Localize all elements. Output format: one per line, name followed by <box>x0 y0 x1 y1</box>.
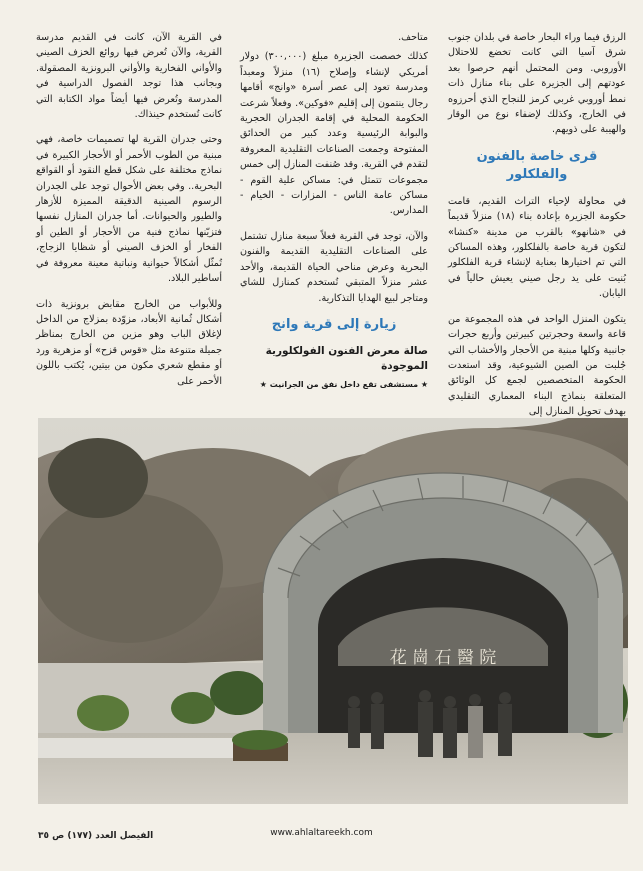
paragraph: الرزق فيما وراء البحار خاصة في بلدان جنوب شرق آسيا التي كانت تخضع للاحتلال الأوروبي. ومن المحتمل أنهم حرصوا بعد عودتهم إلى الجزيرة على بناء منازل ذات نمط أوروبي غربي كرمز للنجاح الذي أحرزوه في الخارج، وكذلك لإضفاء نوع من الوقار والهيبة على ذويهم. <box>448 32 626 136</box>
photo-caption-note: ★ مستشفى تقع داخل نفق من الجرانيت ★ <box>259 379 428 389</box>
footer-issue-number: الفيصل العدد (١٧٧) ص ٣٥ <box>38 831 154 841</box>
section-heading-folklore: قرى خاصة بالفنون والفلكلور <box>476 148 598 182</box>
section-heading-wang-village: زيارة إلى قرية وانج <box>271 316 397 332</box>
paragraph: كذلك خصصت الجزيرة مبلغ (٣٠٠,٠٠٠) دولار أمريكي لإنشاء وإصلاح (١٦) منزلاً ومعبداً ومدرسة تعود إلى عصر أسرة «وانج» أقامها رجال ينتمون إلى إقليم «فوكين». وفعلاً شرعت الحكومة المحلية في إقامة الجدران الحجرية والبوابة الرئيسية وعدد كبير من الحدائق المفتوحة وجمعت الصناعات التقليدية المعروفة لتقدم في القرية. وقد صُنفت المنازل إلى خمس مجموعات تتمثل في: مساكن علية القوم - مساكن عامة الناس - المزارات - الخيام - المدارس. <box>240 51 428 217</box>
column-left <box>36 30 222 399</box>
photo-granite-tunnel <box>38 418 628 804</box>
paragraph: متاحف. <box>398 32 428 43</box>
column-middle <box>240 30 428 392</box>
tunnel-sign-text: 花 崗 石 醫 院 <box>389 648 497 668</box>
paragraph: وللأبواب من الخارج مقابض برونزية ذات أشكال ثُمانية الأبعاد، مزوّدة بمزلاج من الداخل لإغلاق الباب وهو مزين من الخارج بمناظر جميلة متنوعة مثل «قوس قزح» أو مزهرية ورد أو مقطع شعري مكون من بيتين، يُكتب باللون الأحمر على <box>36 298 222 387</box>
footer-url: www.ahlaltareekh.com <box>270 828 373 838</box>
column-right <box>448 30 626 430</box>
photo-illustration <box>38 418 628 804</box>
paragraph: والآن، توجد في القرية فعلاً سبعة منازل تشتمل على الصناعات التقليدية القديمة والفنون البحرية وعرض مناحي الحياة القديمة، والأحد عشر منزلاً المتبقي تُستخدم كمنازل للشاي ومتاجر لبيع الهدايا التذكارية. <box>240 230 428 304</box>
paragraph: في القرية الآن، كانت في القديم مدرسة القرية، والآن تُعرض فيها روائع الخزف الصيني والأواني الفخارية والأواني البرونزية المصقولة. وبجانب هذا توجد الفصول الدراسية في المدرسة وتُعرض فيها أيضاً مواد الكتابة التي كانت تُستخدم حينذاك. <box>36 32 222 121</box>
paragraph: وحتى جدران القرية لها تصميمات خاصة، فهي مبنية من الطوب الأحمر أو الأحجار الكبيرة في نماذج مختلفة على شكل قطع النقود أو القواقع البحرية.. وفي بعض الأحوال توجد على الجدران الرسوم الصينية الدقيقة المميزة للأزهار والطيور والحيوانات. أما جدران المنازل نفسها فتزيّنها نماذج فنية من الأحجار أو الطين أو الفخار أو الخزف الصيني أو شظايا الزجاج، تُمثّل أشكالاً حيوانية ونباتية معينة معروفة في أساطير البلاد. <box>36 134 222 285</box>
paragraph: يتكون المنزل الواحد في هذه المجموعة من قاعة واسعة وحجرتين كبيرتين وأربع حجرات جانبية وكلها مبنية من الأحجار والأخشاب التي جُلبت من الصين الشيوعية، وقد استعدت الحكومة المتخصصين لجمع كل الوثائق المتعلقة بنماذج البناء المعماري التقليدي بهدف تحويل المنازل إلى <box>448 313 626 418</box>
photo-caption: صالة معرض الفنون الفولكلورية الموجودة <box>265 344 428 373</box>
paragraph: في محاولة لإحياء التراث القديم، قامت حكومة الجزيرة بإعادة بناء (١٨) منزلاً قديماً في «شانهو» بالقرب من مدينة «كنشا» لتكون قرية خاصة بالفلكلور، وهذه المساكن التي تم اختيارها بعناية لإنشاء قرية الفلكلور بُنيت على يد رجل صيني يعيش حالياً في اليابان. <box>448 195 627 300</box>
page-footer <box>0 820 643 850</box>
